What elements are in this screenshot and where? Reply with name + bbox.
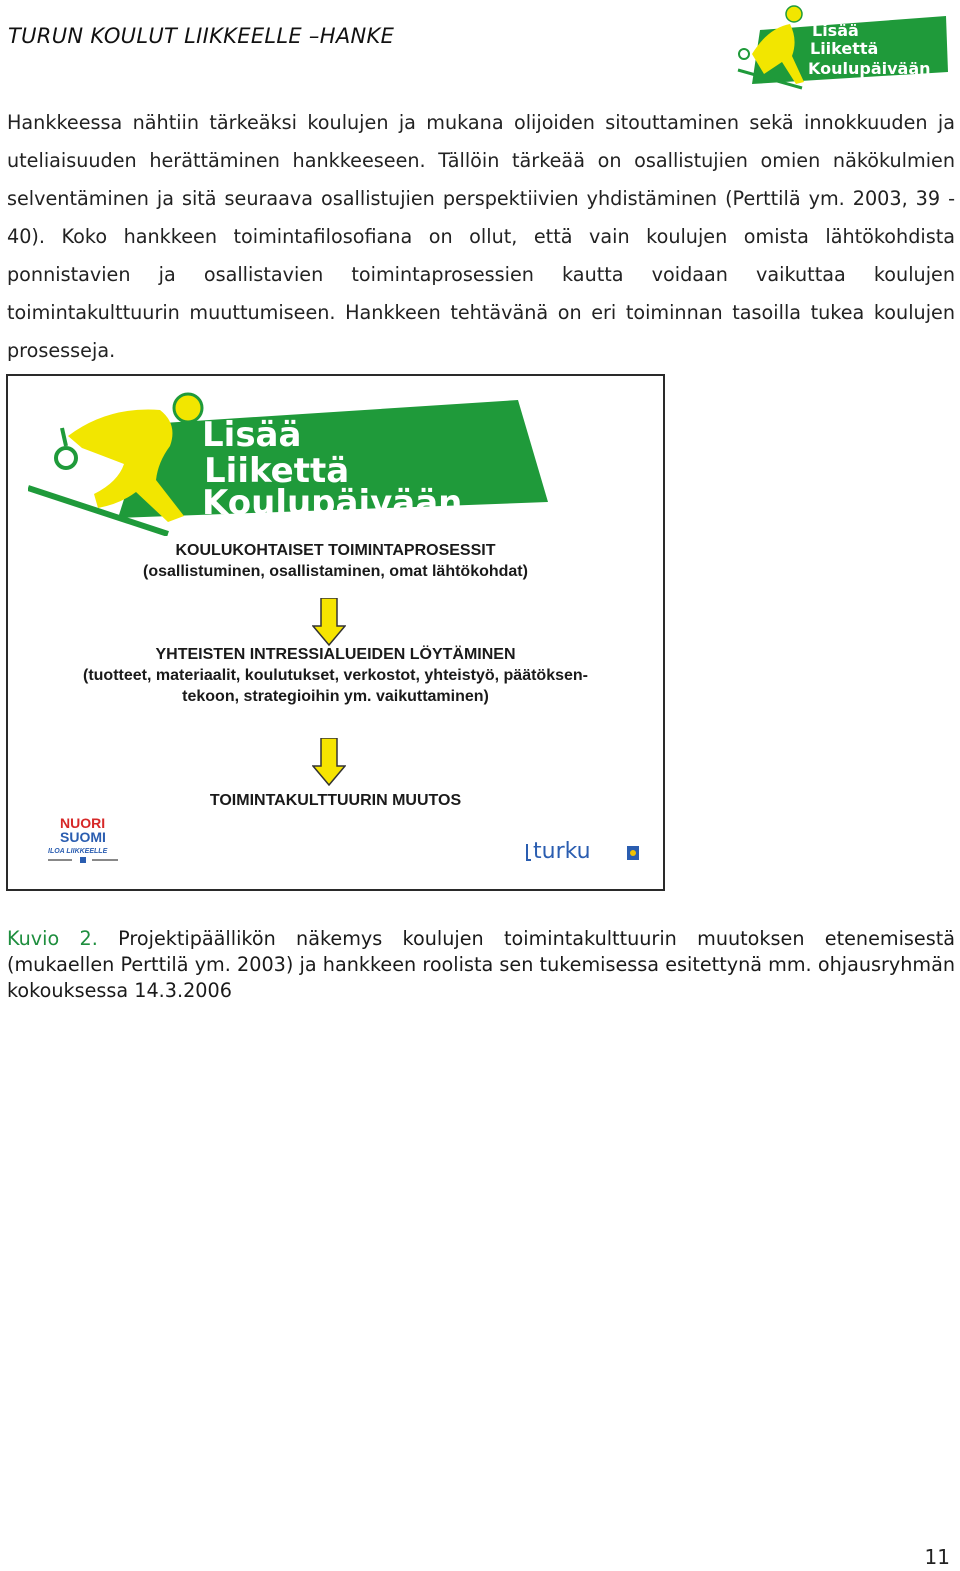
nuori-suomi-logo — [46, 814, 126, 866]
step-1-detail: (osallistuminen, osallistaminen, omat lähtökohdat) — [143, 563, 528, 580]
step-1 — [8, 540, 663, 582]
arrow-down-icon — [312, 598, 346, 646]
figure-diagram — [6, 374, 665, 891]
nuori-suomi-line-2: SUOMI — [60, 829, 106, 845]
arrow-down-icon — [312, 738, 346, 786]
header-logo — [732, 2, 950, 92]
turku-logo-text: turku — [533, 839, 591, 864]
step-2-title: YHTEISTEN INTRESSIALUEIDEN LÖYTÄMINEN — [155, 646, 516, 663]
figure-logo-text-1: Lisää — [202, 415, 302, 455]
figure-logo-text-3: Koulupäivään — [202, 483, 463, 523]
nuori-suomi-line-1: NUORI — [60, 815, 106, 831]
step-2-detail-line-2: tekoon, strategioihin ym. vaikuttaminen) — [182, 688, 489, 705]
turku-logo — [525, 836, 645, 866]
step-2-detail-line-1: (tuotteet, materiaalit, koulutukset, verkostot, yhteistyö, päätöksen- — [83, 667, 588, 684]
header-logo-text-1: Lisää — [812, 21, 859, 40]
caption-label: Kuvio 2. — [7, 927, 98, 950]
nuori-suomi-tagline: ILOA LIIKKEELLE — [48, 848, 108, 855]
caption-text: Projektipäällikön näkemys koulujen toimintakulttuurin muutoksen etenemisestä (mukaellen Perttilä ym. 2003) ja hankkeen roolista sen tukemisessa esitettynä mm. ohjausryhmän kokouksessa 14.3.2006 — [7, 927, 955, 1002]
step-3 — [8, 790, 663, 811]
step-2 — [8, 644, 663, 707]
header-logo-text-3: Koulupäivään — [808, 59, 931, 78]
running-header-title: TURUN KOULUT LIIKKEELLE –HANKE — [8, 24, 395, 48]
page-number: 11 — [924, 1545, 950, 1569]
header-logo-text-2: Liikettä — [810, 39, 879, 58]
figure-logo-text-2: Liikettä — [204, 451, 350, 491]
body-paragraph: Hankkeessa nähtiin tärkeäksi koulujen ja mukana olijoiden sitouttaminen sekä innokkuuden ja uteliaisuuden herättäminen hankkeeseen. Tällöin tärkeää on osallistujien omien näkökulmien selventäminen ja sitä seuraava osallistujien perspektiivien yhdistäminen (Perttilä ym. 2003, 39 - 40). Koko hankkeen toimintafilosofiana on ollut, että vain koulujen omista lähtökohdista ponnistavien ja osallistavien toimintaprosessien kautta voidaan vaikuttaa koulujen toimintakulttuurin muuttumiseen. Hankkeen tehtävänä on eri toiminnan tasoilla tukea koulujen prosesseja. — [7, 111, 955, 362]
figure-caption — [7, 926, 955, 1004]
figure-logo — [28, 384, 548, 536]
step-1-title: KOULUKOHTAISET TOIMINTAPROSESSIT — [175, 542, 496, 559]
step-3-title: TOIMINTAKULTTUURIN MUUTOS — [209, 792, 462, 809]
